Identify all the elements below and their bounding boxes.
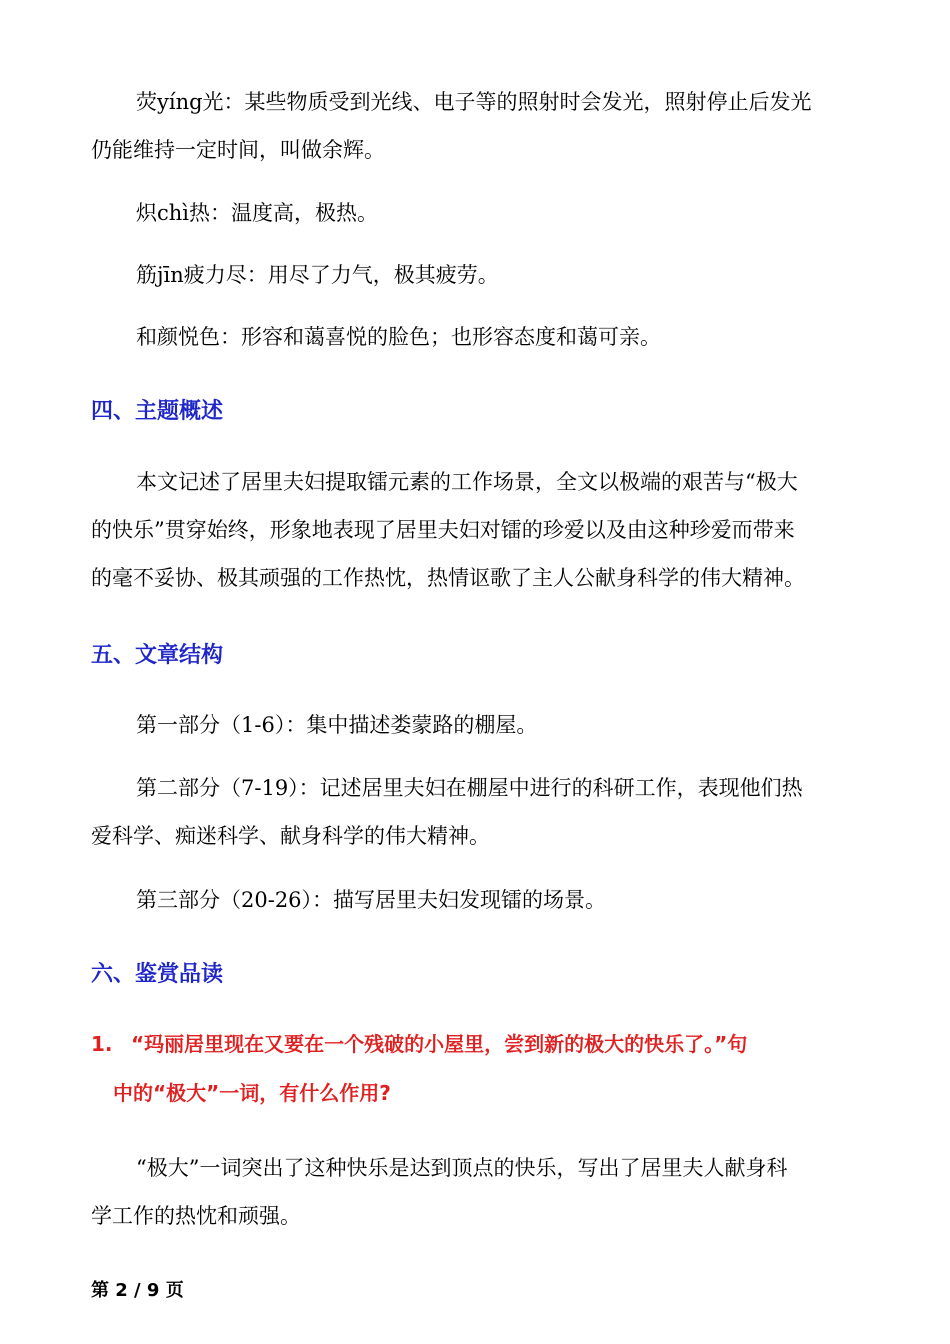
section-heading-appreciation: 六、鉴赏品读 <box>91 962 224 987</box>
section-heading-theme: 四、主题概述 <box>91 399 224 424</box>
answer-1: “极大”一词突出了这种快乐是达到顶点的快乐，写出了居里夫人献身科 学工作的热忱和顽强。 <box>91 1156 788 1228</box>
vocab-entry-jinpilijin: 筋jīn疲力尽：用尽了力气，极其疲劳。 <box>136 263 499 287</box>
question-number: 1. <box>91 1032 113 1056</box>
structure-part-3: 第三部分（20-26）：描写居里夫妇发现镭的场景。 <box>136 888 607 912</box>
question-1: 1. “玛丽居里现在又要在一个残破的小屋里，尝到新的极大的快乐了。”句 中的“极大”一词，有什么作用? <box>91 1020 861 1118</box>
vocab-entry-heyanyuese: 和颜悦色：形容和蔼喜悦的脸色；也形容态度和蔼可亲。 <box>136 325 661 349</box>
vocab-entry-chire: 炽chì热：温度高，极热。 <box>136 201 379 225</box>
theme-paragraph: 本文记述了居里夫妇提取镭元素的工作场景，全文以极端的艰苦与“极大 的快乐”贯穿始终，形象地表现了居里夫妇对镭的珍爱以及由这种珍爱而带来 的毫不妥协、极其顽强的工作热忱，热情讴歌了主人公献身科学的伟大精神。 <box>91 470 805 590</box>
page-number: 第 2 / 9 页 <box>91 1280 184 1301</box>
vocab-entry-yingguang: 荧yíng光：某些物质受到光线、电子等的照射时会发光，照射停止后发光 仍能维持一定时间，叫做余辉。 <box>91 90 812 162</box>
structure-part-1: 第一部分（1-6）：集中描述娄蒙路的棚屋。 <box>136 713 538 737</box>
structure-part-2: 第二部分（7-19）：记述居里夫妇在棚屋中进行的科研工作，表现他们热 爱科学、痴迷科学、献身科学的伟大精神。 <box>91 776 803 848</box>
section-heading-structure: 五、文章结构 <box>91 643 224 668</box>
